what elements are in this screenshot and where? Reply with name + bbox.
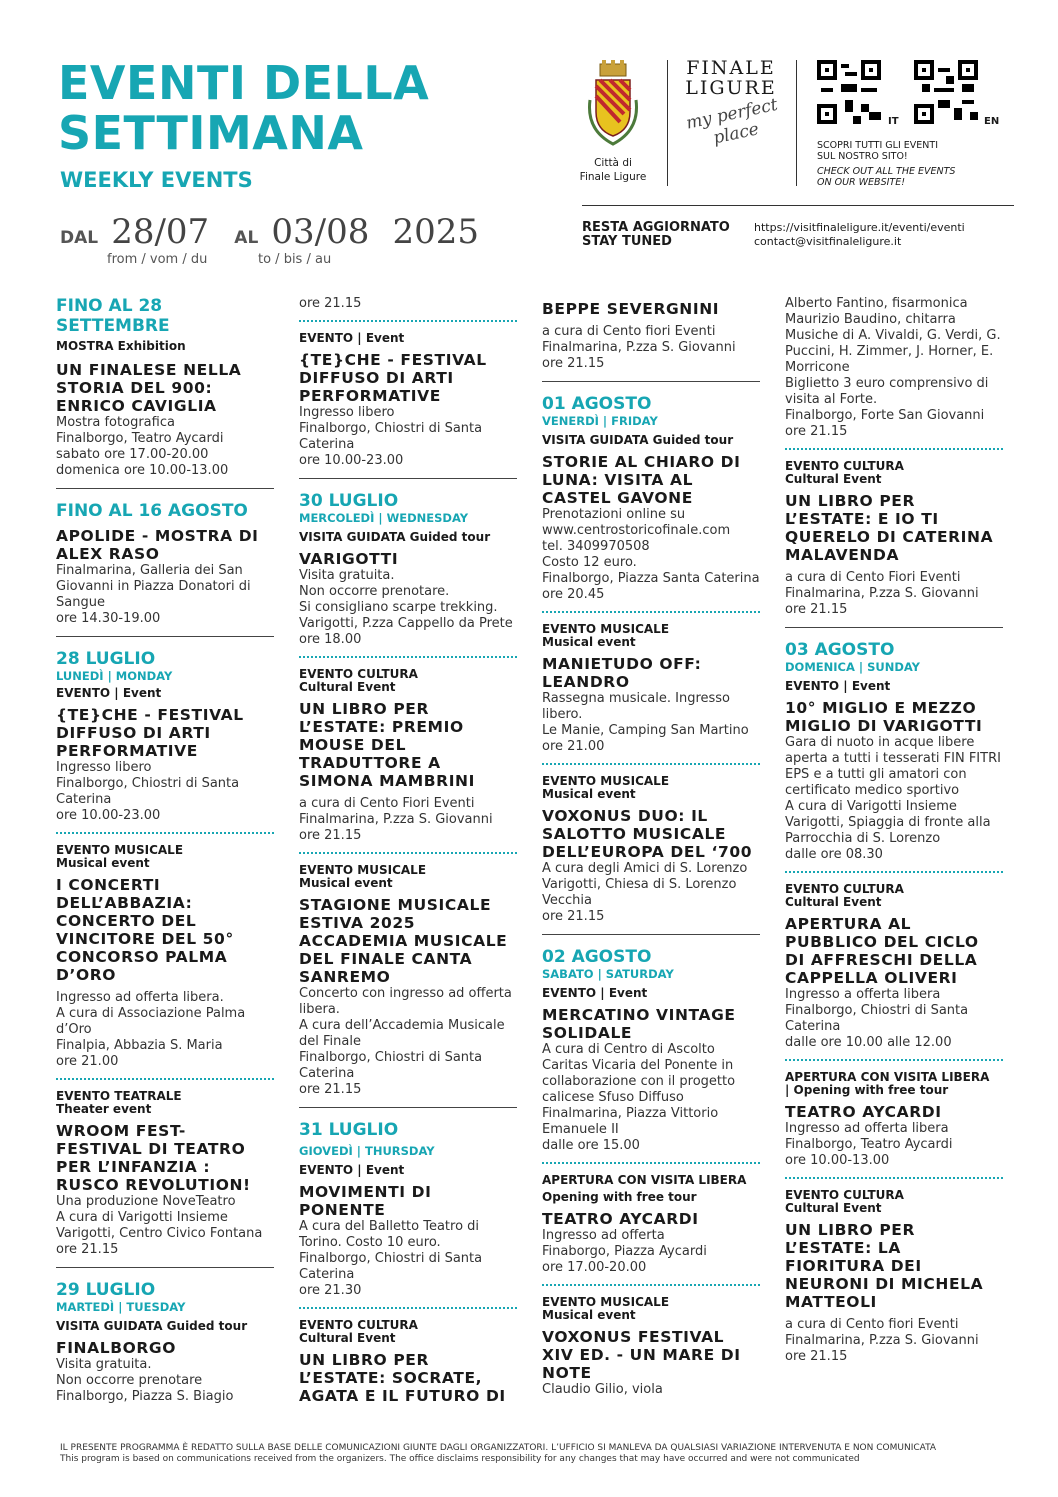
event-detail: A cura di Centro di Ascolto Caritas Vicaria del Ponente in collaborazione con il progetto calicese Sfuso Diffuso — [542, 1042, 736, 1105]
date-heading: SETTEMBRE — [56, 316, 170, 336]
event-detail: ore 21.15 — [542, 909, 605, 924]
date-range — [60, 212, 479, 252]
qr-label-it: IT — [888, 116, 899, 127]
event-detail: A cura dell’Accademia Musicale del Finale — [299, 1018, 505, 1049]
event-category: EVENTO CULTURA — [785, 1188, 904, 1202]
column-1 — [56, 296, 274, 1405]
event-detail: Maurizio Baudino, chitarra — [785, 312, 956, 327]
event-detail: ore 14.30-19.00 — [56, 611, 161, 626]
event-detail: Finalborgo, Chiostri di Santa Caterina — [299, 421, 483, 452]
event-detail: ore 21.15 — [785, 1349, 848, 1364]
event-category: Opening with free tour — [542, 1190, 697, 1204]
event-detail: Finalmarina, P.zza S. Giovanni — [785, 586, 979, 601]
event-detail: Prenotazioni online su — [542, 507, 686, 522]
to-label: to / bis / au — [258, 252, 332, 267]
event-title: VOXONUS FESTIVAL XIV ED. - UN MARE DI NOTE — [542, 1328, 741, 1382]
column-3 — [542, 296, 760, 1398]
weekday: VENERDÌ | FRIDAY — [542, 414, 658, 428]
event-detail: Finalmarina, P.zza S. Giovanni — [542, 340, 736, 355]
event-detail: dalle ore 15.00 — [542, 1138, 640, 1153]
event-detail: ore 10.00-13.00 — [785, 1153, 890, 1168]
event-title: WROOM FEST- FESTIVAL DI TEATRO PER L’INFANZIA : RUSCO REVOLUTION! — [56, 1122, 251, 1194]
divider — [796, 60, 797, 186]
date-heading: 03 AGOSTO — [785, 640, 895, 660]
event-detail: Finalborgo, Chiostri di Santa Caterina — [299, 1251, 483, 1282]
event-detail: ore 10.00-23.00 — [56, 808, 161, 823]
event-category: Musical event — [56, 856, 150, 870]
event-detail: Gara di nuoto in acque libere aperta a tutti i tesserati FIN FITRI EPS e a tutti gli amatori con certificato medico sportivo — [785, 735, 1001, 798]
event-category: EVENTO CULTURA — [785, 459, 904, 473]
separator — [56, 636, 274, 637]
event-detail: ore 21.15 — [785, 602, 848, 617]
event-category: EVENTO CULTURA — [785, 882, 904, 896]
event-detail: A cura degli Amici di S. Lorenzo — [542, 861, 748, 876]
weekday: DOMENICA | SUNDAY — [785, 660, 920, 674]
crest-caption-1: Città di — [594, 157, 632, 169]
event-category: EVENTO CULTURA — [299, 1318, 418, 1332]
subtitle: WEEKLY EVENTS — [60, 168, 253, 192]
date-to: 03/08 — [271, 212, 370, 252]
event-category: EVENTO | Event — [299, 331, 405, 345]
event-category: Cultural Event — [299, 680, 396, 694]
qr-label-en: EN — [984, 116, 1000, 127]
page-title — [58, 58, 429, 158]
dotted-separator — [785, 448, 1003, 450]
weekday: MERCOLEDÌ | WEDNESDAY — [299, 511, 469, 525]
dotted-separator — [299, 1307, 517, 1309]
weekday: LUNEDÌ | MONDAY — [56, 669, 173, 683]
event-detail: Varigotti, Chiesa di S. Lorenzo Vecchia — [542, 877, 737, 908]
event-category: Cultural Event — [785, 1201, 882, 1215]
event-detail: Ingresso libero — [299, 405, 395, 420]
event-title: UN LIBRO PER L’ESTATE: PREMIO MOUSE DEL TRADUTTORE A SIMONA MAMBRINI — [299, 700, 475, 790]
weekday: GIOVEDÌ | THURSDAY — [299, 1144, 435, 1158]
event-detail: Una produzione NoveTeatro — [56, 1194, 236, 1209]
event-detail: A cura di Associazione Palma d’Oro — [56, 1006, 246, 1037]
event-detail: ore 21.15 — [299, 828, 362, 843]
event-detail: Ingresso ad offerta libera. — [56, 990, 224, 1005]
event-detail: Mostra fotografica — [56, 415, 175, 430]
dotted-separator — [785, 871, 1003, 873]
event-category: EVENTO MUSICALE — [299, 863, 427, 877]
event-title: UN LIBRO PER L’ESTATE: E IO TI QUERELO DI CATERINA MALAVENDA — [785, 492, 994, 564]
promo-line-3: CHECK OUT ALL THE EVENTS — [817, 166, 956, 177]
event-title: UN LIBRO PER L’ESTATE: LA FIORITURA DEI NEURONI DI MICHELA MATTEOLI — [785, 1221, 984, 1311]
event-title: 10° MIGLIO E MEZZO MIGLIO DI VARIGOTTI — [785, 699, 983, 735]
date-heading: 29 LUGLIO — [56, 1280, 156, 1300]
event-category: EVENTO MUSICALE — [542, 1295, 670, 1309]
event-detail: Varigotti, Spiaggia di fronte alla Parrocchia di S. Lorenzo — [785, 815, 991, 846]
event-detail: a cura di Cento Fiori Eventi — [785, 570, 961, 585]
event-category: EVENTO TEATRALE — [56, 1089, 182, 1103]
event-detail: ore 18.00 — [299, 632, 362, 647]
email-link[interactable]: contact@visitfinaleligure.it — [754, 235, 902, 248]
separator — [299, 1107, 517, 1108]
weekday: SABATO | SATURDAY — [542, 967, 674, 981]
event-category: EVENTO | Event — [542, 986, 648, 1000]
event-detail: Finalpia, Abbazia S. Maria — [56, 1038, 223, 1053]
event-category: Cultural Event — [785, 895, 882, 909]
date-heading: 01 AGOSTO — [542, 394, 652, 414]
event-detail: Finalmarina, P.zza S. Giovanni — [299, 812, 493, 827]
event-detail: Visita gratuita. — [299, 568, 395, 583]
event-title: MANIETUDO OFF: LEANDRO — [542, 655, 702, 691]
event-category: Cultural Event — [299, 1331, 396, 1345]
dotted-separator — [542, 1284, 760, 1286]
dotted-separator — [299, 320, 517, 322]
event-detail: ore 21.15 — [299, 296, 362, 311]
event-detail: Rassegna musicale. Ingresso libero. — [542, 691, 731, 722]
event-detail: Biglietto 3 euro comprensivo di visita al Forte. — [785, 376, 989, 407]
event-title: TEATRO AYCARDI — [785, 1103, 942, 1121]
event-detail: Varigotti, P.zza Cappello da Prete — [299, 616, 513, 631]
event-detail: A cura di Varigotti Insieme — [785, 799, 957, 814]
event-category: APERTURA CON VISITA LIBERA — [785, 1070, 990, 1084]
event-detail: a cura di Cento Fiori Eventi — [299, 796, 475, 811]
event-category: Theater event — [56, 1102, 152, 1116]
contacts — [754, 221, 965, 249]
event-detail: Visita gratuita. — [56, 1357, 152, 1372]
brand-line-1: FINALE — [686, 57, 776, 79]
event-category: EVENTO CULTURA — [299, 667, 418, 681]
event-detail: Finalborgo, Chiostri di Santa Caterina — [785, 1003, 969, 1034]
event-detail: ore 17.00-20.00 — [542, 1260, 647, 1275]
qr-code-en[interactable] — [914, 60, 978, 128]
event-title: VOXONUS DUO: IL SALOTTO MUSICALE DELL’EUROPA DEL ‘700 — [542, 807, 753, 861]
crest-caption — [572, 156, 654, 184]
stay-tuned-it: RESTA AGGIORNATO — [582, 220, 730, 235]
event-detail: Non occorre prenotare. — [299, 584, 450, 599]
event-detail: Finalborgo, Teatro Aycardi — [785, 1137, 953, 1152]
event-detail: ore 20.45 — [542, 587, 605, 602]
promo-line-2: SUL NOSTRO SITO! — [817, 151, 908, 162]
event-detail: Finalborgo, Teatro Aycardi — [56, 431, 224, 446]
event-detail: Ingresso ad offerta libera — [785, 1121, 949, 1136]
event-detail: Claudio Gilio, viola — [542, 1382, 663, 1397]
brand-name — [676, 58, 786, 98]
event-detail: Si consigliano scarpe trekking. — [299, 600, 498, 615]
event-detail: ore 21.15 — [542, 356, 605, 371]
qr-code-it[interactable] — [817, 60, 881, 128]
city-crest-icon — [584, 60, 642, 150]
event-category: Musical event — [542, 635, 636, 649]
event-title: BEPPE SEVERGNINI — [542, 300, 720, 318]
dotted-separator — [542, 611, 760, 613]
event-detail: A cura del Balletto Teatro di Torino. Costo 10 euro. — [299, 1219, 480, 1250]
dotted-separator — [542, 1162, 760, 1164]
event-detail: dalle ore 10.00 alle 12.00 — [785, 1035, 952, 1050]
year: 2025 — [392, 212, 479, 252]
separator — [56, 488, 274, 489]
event-category: VISITA GUIDATA Guided tour — [542, 433, 734, 447]
event-category: APERTURA CON VISITA LIBERA — [542, 1173, 747, 1187]
promo-line-4: ON OUR WEBSITE! — [817, 177, 906, 188]
from-label: from / vom / du — [107, 252, 208, 267]
brand-line-2: LIGURE — [685, 77, 777, 99]
event-category: | Opening with free tour — [785, 1083, 949, 1097]
disclaimer-it: IL PRESENTE PROGRAMMA È REDATTO SULLA BASE DELLE COMUNICAZIONI GIUNTE DAGLI ORGANIZZATORI. L’UFFICIO SI MANLEVA DA QUALSIASI VARIAZIONE INTERVENUTA E NON COMUNICATA — [60, 1443, 937, 1453]
event-category: EVENTO | Event — [785, 679, 891, 693]
event-title: FINALBORGO — [56, 1339, 177, 1357]
event-title: {TE}CHE - FESTIVAL DIFFUSO DI ARTI PERFORMATIVE — [299, 351, 487, 405]
date-from: 28/07 — [111, 212, 210, 252]
event-detail[interactable]: www.centrostoricofinale.com — [542, 523, 731, 538]
event-category: EVENTO MUSICALE — [542, 774, 670, 788]
event-detail: ore 21.15 — [56, 1242, 119, 1257]
date-heading: 30 LUGLIO — [299, 491, 399, 511]
event-detail: A cura di Varigotti Insieme — [56, 1210, 228, 1225]
event-detail: Finalmarina, Galleria dei San Giovanni in Piazza Donatori di Sangue — [56, 563, 251, 610]
event-category: VISITA GUIDATA Guided tour — [56, 1319, 248, 1333]
event-detail: Ingresso ad offerta — [542, 1228, 665, 1243]
event-detail: ore 21.15 — [299, 1082, 362, 1097]
event-detail: a cura di Cento fiori Eventi — [785, 1317, 959, 1332]
event-detail: Finalborgo, Piazza S. Biagio — [56, 1389, 234, 1404]
event-category: EVENTO | Event — [299, 1163, 405, 1177]
header-rule — [582, 205, 1014, 206]
event-title: APERTURA AL PUBBLICO DEL CICLO DI AFFRESCHI DELLA CAPPELLA OLIVERI — [785, 915, 979, 987]
separator — [542, 934, 760, 935]
event-title: STAGIONE MUSICALE ESTIVA 2025 ACCADEMIA MUSICALE DEL FINALE CANTA SANREMO — [299, 896, 508, 986]
event-title: TEATRO AYCARDI — [542, 1210, 699, 1228]
event-detail: Finalborgo, Forte San Giovanni — [785, 408, 985, 423]
event-detail: Costo 12 euro. — [542, 555, 637, 570]
event-detail: sabato ore 17.00-20.00 — [56, 447, 209, 462]
event-detail: Concerto con ingresso ad offerta libera. — [299, 986, 512, 1017]
event-title: UN LIBRO PER L’ESTATE: SOCRATE, AGATA E IL FUTURO DI — [299, 1351, 506, 1405]
weekday: MARTEDÌ | TUESDAY — [56, 1300, 186, 1314]
event-detail: ore 21.30 — [299, 1283, 362, 1298]
event-category: VISITA GUIDATA Guided tour — [299, 530, 491, 544]
event-title: UN FINALESE NELLA STORIA DEL 900: ENRICO CAVIGLIA — [56, 361, 242, 415]
event-detail: Finalmarina, Piazza Vittorio Emanuele II — [542, 1106, 719, 1137]
dotted-separator — [299, 852, 517, 854]
website-promo — [817, 140, 955, 188]
promo-line-1: SCOPRI TUTTI GLI EVENTI — [817, 140, 938, 151]
dotted-separator — [785, 1059, 1003, 1061]
event-detail: Le Manie, Camping San Martino — [542, 723, 749, 738]
event-title: STORIE AL CHIARO DI LUNA: VISITA AL CASTEL GAVONE — [542, 453, 741, 507]
event-title: {TE}CHE - FESTIVAL DIFFUSO DI ARTI PERFORMATIVE — [56, 706, 244, 760]
event-title: APOLIDE - MOSTRA DI ALEX RASO — [56, 527, 259, 563]
event-detail: a cura di Cento fiori Eventi — [542, 324, 716, 339]
event-detail: Finalmarina, P.zza S. Giovanni — [785, 1333, 979, 1348]
event-category: EVENTO MUSICALE — [542, 622, 670, 636]
event-title: MOVIMENTI DI PONENTE — [299, 1183, 432, 1219]
dotted-separator — [56, 1078, 274, 1080]
tagline: my perfect place — [684, 94, 780, 149]
column-2 — [299, 296, 517, 1405]
date-heading: FINO AL 28 — [56, 296, 163, 316]
event-detail: tel. 3409970508 — [542, 539, 650, 554]
event-detail: Varigotti, Centro Civico Fontana — [56, 1226, 263, 1241]
title-line-1: EVENTI DELLA — [58, 56, 430, 110]
dal-label: DAL — [60, 228, 99, 248]
event-title: I CONCERTI DELL’ABBAZIA: CONCERTO DEL VINCITORE DEL 50° CONCORSO PALMA D’ORO — [56, 876, 234, 984]
date-heading: FINO AL 16 AGOSTO — [56, 501, 248, 521]
event-category: Musical event — [542, 1308, 636, 1322]
event-category: Cultural Event — [785, 472, 882, 486]
dotted-separator — [785, 1177, 1003, 1179]
event-detail: ore 21.00 — [542, 739, 605, 754]
column-4 — [785, 296, 1003, 1365]
date-heading: 31 LUGLIO — [299, 1120, 399, 1140]
date-heading: 28 LUGLIO — [56, 649, 156, 669]
event-detail: ore 21.15 — [785, 424, 848, 439]
event-title: MERCATINO VINTAGE SOLIDALE — [542, 1006, 736, 1042]
separator — [542, 381, 760, 382]
event-detail: Finaborgo, Piazza Aycardi — [542, 1244, 707, 1259]
event-category: Musical event — [299, 876, 393, 890]
crest-caption-2: Finale Ligure — [579, 171, 647, 183]
title-line-2: SETTIMANA — [58, 106, 364, 160]
event-detail: Musiche di A. Vivaldi, G. Verdi, G. Puccini, H. Zimmer, J. Horner, E. Morricone — [785, 328, 1001, 375]
event-category: EVENTO | Event — [56, 686, 162, 700]
dotted-separator — [542, 763, 760, 765]
event-detail: domenica ore 10.00-13.00 — [56, 463, 229, 478]
event-detail: ore 10.00-23.00 — [299, 453, 404, 468]
disclaimer-en: This program is based on communications received from the organizers. The office disclaims responsibility for any changes that may have occurred and were not communicated — [60, 1454, 860, 1464]
event-detail: ore 21.00 — [56, 1054, 119, 1069]
event-detail: Alberto Fantino, fisarmonica — [785, 296, 968, 311]
website-link[interactable]: https://visitfinaleligure.it/eventi/eventi — [754, 221, 965, 234]
al-label: AL — [234, 228, 259, 248]
event-detail: Finalborgo, Chiostri di Santa Caterina — [299, 1050, 483, 1081]
event-detail: Ingresso a offerta libera — [785, 987, 941, 1002]
divider — [667, 60, 668, 186]
event-category: Musical event — [542, 787, 636, 801]
dotted-separator — [299, 656, 517, 658]
event-category: MOSTRA Exhibition — [56, 339, 186, 353]
event-title: VARIGOTTI — [299, 550, 399, 568]
separator — [56, 1267, 274, 1268]
stay-tuned — [582, 221, 730, 249]
date-heading: 02 AGOSTO — [542, 947, 652, 967]
separator — [299, 478, 517, 479]
event-category: EVENTO MUSICALE — [56, 843, 184, 857]
separator — [785, 627, 1003, 628]
event-detail: dalle ore 08.30 — [785, 847, 883, 862]
stay-tuned-en: STAY TUNED — [582, 234, 672, 249]
event-detail: Finalborgo, Chiostri di Santa Caterina — [56, 776, 240, 807]
event-detail: Finalborgo, Piazza Santa Caterina — [542, 571, 760, 586]
event-detail: Non occorre prenotare — [56, 1373, 203, 1388]
event-detail: Ingresso libero — [56, 760, 152, 775]
disclaimer — [60, 1443, 1020, 1465]
dotted-separator — [56, 832, 274, 834]
